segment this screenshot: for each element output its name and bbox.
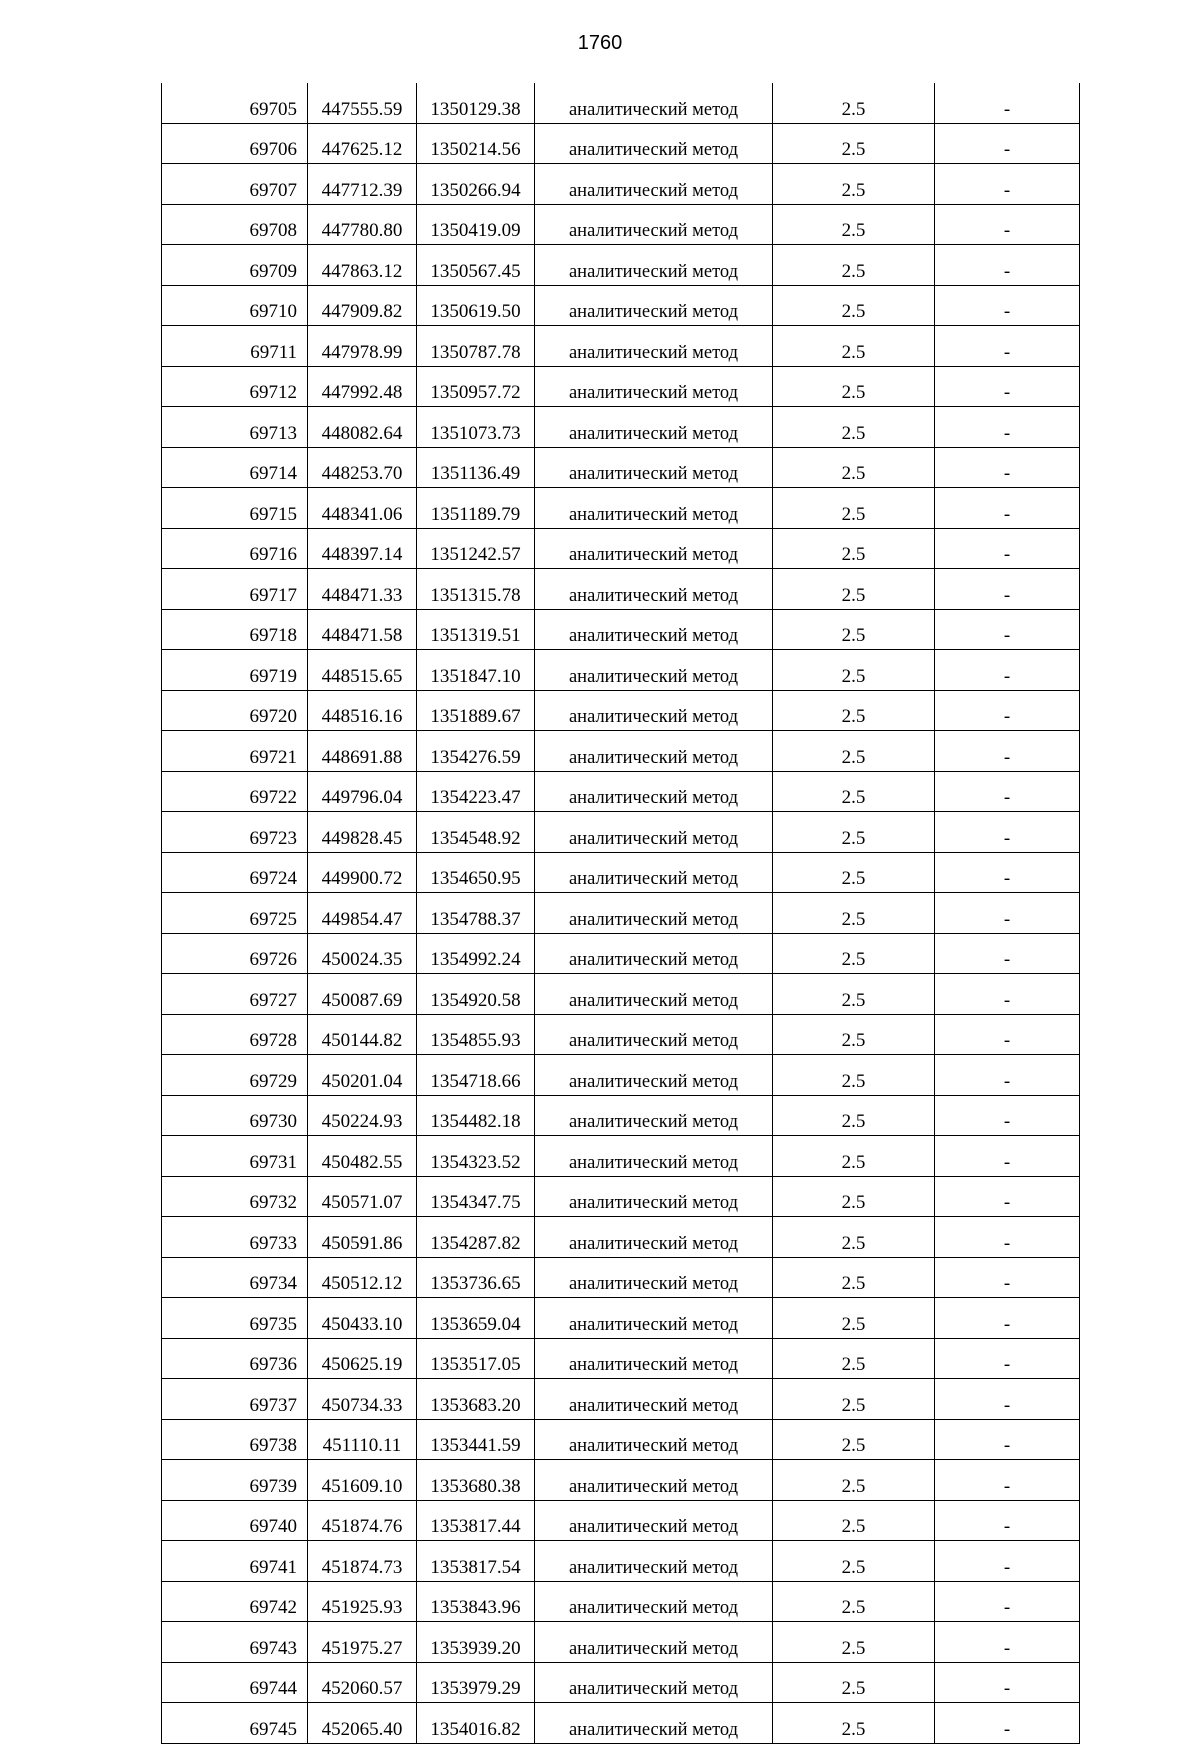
point-number-cell: 69736 xyxy=(162,1338,308,1379)
table-row xyxy=(162,407,1080,448)
method-cell: аналитический метод xyxy=(535,1055,773,1096)
method-cell: аналитический метод xyxy=(535,1500,773,1541)
y-coordinate-cell: 1353680.38 xyxy=(417,1460,535,1501)
method-cell: аналитический метод xyxy=(535,893,773,934)
point-number-cell: 69738 xyxy=(162,1419,308,1460)
table-row xyxy=(162,1338,1080,1379)
x-coordinate-cell: 450144.82 xyxy=(308,1014,417,1055)
note-cell: - xyxy=(935,933,1080,974)
x-coordinate-cell: 448691.88 xyxy=(308,731,417,772)
x-coordinate-cell: 448253.70 xyxy=(308,447,417,488)
note-cell: - xyxy=(935,528,1080,569)
note-cell: - xyxy=(935,1257,1080,1298)
x-coordinate-cell: 450625.19 xyxy=(308,1338,417,1379)
method-cell: аналитический метод xyxy=(535,1581,773,1622)
note-cell: - xyxy=(935,1217,1080,1258)
error-value-cell: 2.5 xyxy=(773,326,935,367)
point-number-cell: 69729 xyxy=(162,1055,308,1096)
note-cell: - xyxy=(935,447,1080,488)
y-coordinate-cell: 1353979.29 xyxy=(417,1662,535,1703)
note-cell: - xyxy=(935,1622,1080,1663)
error-value-cell: 2.5 xyxy=(773,1541,935,1582)
y-coordinate-cell: 1353517.05 xyxy=(417,1338,535,1379)
y-coordinate-cell: 1350129.38 xyxy=(417,83,535,123)
y-coordinate-cell: 1351315.78 xyxy=(417,569,535,610)
table-row xyxy=(162,1662,1080,1703)
table-row xyxy=(162,528,1080,569)
point-number-cell: 69722 xyxy=(162,771,308,812)
error-value-cell: 2.5 xyxy=(773,893,935,934)
error-value-cell: 2.5 xyxy=(773,1581,935,1622)
table-row xyxy=(162,731,1080,772)
method-cell: аналитический метод xyxy=(535,83,773,123)
x-coordinate-cell: 450591.86 xyxy=(308,1217,417,1258)
table-row xyxy=(162,1095,1080,1136)
note-cell: - xyxy=(935,1460,1080,1501)
error-value-cell: 2.5 xyxy=(773,933,935,974)
x-coordinate-cell: 451609.10 xyxy=(308,1460,417,1501)
point-number-cell: 69712 xyxy=(162,366,308,407)
x-coordinate-cell: 448397.14 xyxy=(308,528,417,569)
method-cell: аналитический метод xyxy=(535,1541,773,1582)
method-cell: аналитический метод xyxy=(535,245,773,286)
point-number-cell: 69714 xyxy=(162,447,308,488)
point-number-cell: 69734 xyxy=(162,1257,308,1298)
point-number-cell: 69745 xyxy=(162,1703,308,1744)
table-row xyxy=(162,852,1080,893)
error-value-cell: 2.5 xyxy=(773,164,935,205)
method-cell: аналитический метод xyxy=(535,1176,773,1217)
y-coordinate-cell: 1354548.92 xyxy=(417,812,535,853)
method-cell: аналитический метод xyxy=(535,204,773,245)
table-row xyxy=(162,1055,1080,1096)
x-coordinate-cell: 447780.80 xyxy=(308,204,417,245)
y-coordinate-cell: 1354016.82 xyxy=(417,1703,535,1744)
x-coordinate-cell: 450024.35 xyxy=(308,933,417,974)
y-coordinate-cell: 1351136.49 xyxy=(417,447,535,488)
x-coordinate-cell: 452065.40 xyxy=(308,1703,417,1744)
table-row xyxy=(162,1176,1080,1217)
method-cell: аналитический метод xyxy=(535,690,773,731)
note-cell: - xyxy=(935,488,1080,529)
method-cell: аналитический метод xyxy=(535,1703,773,1744)
y-coordinate-cell: 1351847.10 xyxy=(417,650,535,691)
error-value-cell: 2.5 xyxy=(773,407,935,448)
table-row xyxy=(162,1379,1080,1420)
error-value-cell: 2.5 xyxy=(773,852,935,893)
table-row xyxy=(162,123,1080,164)
point-number-cell: 69713 xyxy=(162,407,308,448)
note-cell: - xyxy=(935,1014,1080,1055)
note-cell: - xyxy=(935,366,1080,407)
point-number-cell: 69726 xyxy=(162,933,308,974)
y-coordinate-cell: 1354650.95 xyxy=(417,852,535,893)
x-coordinate-cell: 450571.07 xyxy=(308,1176,417,1217)
table-row xyxy=(162,690,1080,731)
method-cell: аналитический метод xyxy=(535,1622,773,1663)
table-row xyxy=(162,1298,1080,1339)
table-row xyxy=(162,974,1080,1015)
table-row xyxy=(162,285,1080,326)
table-row xyxy=(162,326,1080,367)
note-cell: - xyxy=(935,812,1080,853)
y-coordinate-cell: 1350214.56 xyxy=(417,123,535,164)
table-row xyxy=(162,83,1080,123)
method-cell: аналитический метод xyxy=(535,1338,773,1379)
y-coordinate-cell: 1354855.93 xyxy=(417,1014,535,1055)
note-cell: - xyxy=(935,1703,1080,1744)
note-cell: - xyxy=(935,407,1080,448)
error-value-cell: 2.5 xyxy=(773,1622,935,1663)
method-cell: аналитический метод xyxy=(535,1419,773,1460)
x-coordinate-cell: 451925.93 xyxy=(308,1581,417,1622)
error-value-cell: 2.5 xyxy=(773,771,935,812)
x-coordinate-cell: 450433.10 xyxy=(308,1298,417,1339)
table-row xyxy=(162,1257,1080,1298)
note-cell: - xyxy=(935,771,1080,812)
table-row xyxy=(162,245,1080,286)
error-value-cell: 2.5 xyxy=(773,1662,935,1703)
error-value-cell: 2.5 xyxy=(773,245,935,286)
x-coordinate-cell: 447909.82 xyxy=(308,285,417,326)
note-cell: - xyxy=(935,285,1080,326)
x-coordinate-cell: 447863.12 xyxy=(308,245,417,286)
x-coordinate-cell: 449854.47 xyxy=(308,893,417,934)
note-cell: - xyxy=(935,1338,1080,1379)
y-coordinate-cell: 1354920.58 xyxy=(417,974,535,1015)
y-coordinate-cell: 1354482.18 xyxy=(417,1095,535,1136)
x-coordinate-cell: 449796.04 xyxy=(308,771,417,812)
error-value-cell: 2.5 xyxy=(773,447,935,488)
point-number-cell: 69725 xyxy=(162,893,308,934)
error-value-cell: 2.5 xyxy=(773,569,935,610)
note-cell: - xyxy=(935,1298,1080,1339)
x-coordinate-cell: 448515.65 xyxy=(308,650,417,691)
y-coordinate-cell: 1350419.09 xyxy=(417,204,535,245)
error-value-cell: 2.5 xyxy=(773,974,935,1015)
y-coordinate-cell: 1353939.20 xyxy=(417,1622,535,1663)
point-number-cell: 69739 xyxy=(162,1460,308,1501)
table-row xyxy=(162,366,1080,407)
x-coordinate-cell: 447992.48 xyxy=(308,366,417,407)
error-value-cell: 2.5 xyxy=(773,1419,935,1460)
x-coordinate-cell: 451975.27 xyxy=(308,1622,417,1663)
note-cell: - xyxy=(935,1419,1080,1460)
method-cell: аналитический метод xyxy=(535,650,773,691)
y-coordinate-cell: 1354718.66 xyxy=(417,1055,535,1096)
point-number-cell: 69733 xyxy=(162,1217,308,1258)
point-number-cell: 69742 xyxy=(162,1581,308,1622)
error-value-cell: 2.5 xyxy=(773,650,935,691)
y-coordinate-cell: 1353843.96 xyxy=(417,1581,535,1622)
x-coordinate-cell: 448516.16 xyxy=(308,690,417,731)
error-value-cell: 2.5 xyxy=(773,812,935,853)
note-cell: - xyxy=(935,690,1080,731)
x-coordinate-cell: 450087.69 xyxy=(308,974,417,1015)
y-coordinate-cell: 1353683.20 xyxy=(417,1379,535,1420)
note-cell: - xyxy=(935,164,1080,205)
error-value-cell: 2.5 xyxy=(773,528,935,569)
error-value-cell: 2.5 xyxy=(773,1379,935,1420)
note-cell: - xyxy=(935,204,1080,245)
error-value-cell: 2.5 xyxy=(773,488,935,529)
error-value-cell: 2.5 xyxy=(773,1055,935,1096)
error-value-cell: 2.5 xyxy=(773,83,935,123)
point-number-cell: 69708 xyxy=(162,204,308,245)
coordinates-table-wrapper xyxy=(161,83,1080,1744)
point-number-cell: 69741 xyxy=(162,1541,308,1582)
table-row xyxy=(162,447,1080,488)
note-cell: - xyxy=(935,83,1080,123)
error-value-cell: 2.5 xyxy=(773,731,935,772)
error-value-cell: 2.5 xyxy=(773,1176,935,1217)
table-row xyxy=(162,771,1080,812)
table-row xyxy=(162,488,1080,529)
table-row xyxy=(162,933,1080,974)
y-coordinate-cell: 1350619.50 xyxy=(417,285,535,326)
method-cell: аналитический метод xyxy=(535,569,773,610)
point-number-cell: 69737 xyxy=(162,1379,308,1420)
table-row xyxy=(162,1136,1080,1177)
table-row xyxy=(162,1581,1080,1622)
note-cell: - xyxy=(935,1581,1080,1622)
note-cell: - xyxy=(935,609,1080,650)
y-coordinate-cell: 1354223.47 xyxy=(417,771,535,812)
point-number-cell: 69716 xyxy=(162,528,308,569)
table-body xyxy=(162,83,1080,1743)
table-row xyxy=(162,204,1080,245)
error-value-cell: 2.5 xyxy=(773,204,935,245)
method-cell: аналитический метод xyxy=(535,1298,773,1339)
note-cell: - xyxy=(935,650,1080,691)
method-cell: аналитический метод xyxy=(535,1257,773,1298)
note-cell: - xyxy=(935,1662,1080,1703)
point-number-cell: 69705 xyxy=(162,83,308,123)
table-row xyxy=(162,569,1080,610)
method-cell: аналитический метод xyxy=(535,326,773,367)
point-number-cell: 69718 xyxy=(162,609,308,650)
method-cell: аналитический метод xyxy=(535,447,773,488)
method-cell: аналитический метод xyxy=(535,366,773,407)
point-number-cell: 69724 xyxy=(162,852,308,893)
point-number-cell: 69709 xyxy=(162,245,308,286)
error-value-cell: 2.5 xyxy=(773,1217,935,1258)
error-value-cell: 2.5 xyxy=(773,1460,935,1501)
x-coordinate-cell: 451874.76 xyxy=(308,1500,417,1541)
note-cell: - xyxy=(935,1095,1080,1136)
method-cell: аналитический метод xyxy=(535,731,773,772)
y-coordinate-cell: 1351319.51 xyxy=(417,609,535,650)
method-cell: аналитический метод xyxy=(535,488,773,529)
page-number: 1760 xyxy=(577,32,623,54)
point-number-cell: 69744 xyxy=(162,1662,308,1703)
method-cell: аналитический метод xyxy=(535,771,773,812)
table-row xyxy=(162,1460,1080,1501)
table-row xyxy=(162,650,1080,691)
error-value-cell: 2.5 xyxy=(773,285,935,326)
y-coordinate-cell: 1353736.65 xyxy=(417,1257,535,1298)
point-number-cell: 69710 xyxy=(162,285,308,326)
note-cell: - xyxy=(935,1379,1080,1420)
y-coordinate-cell: 1350567.45 xyxy=(417,245,535,286)
table-row xyxy=(162,1541,1080,1582)
y-coordinate-cell: 1350787.78 xyxy=(417,326,535,367)
method-cell: аналитический метод xyxy=(535,933,773,974)
x-coordinate-cell: 450512.12 xyxy=(308,1257,417,1298)
y-coordinate-cell: 1353659.04 xyxy=(417,1298,535,1339)
error-value-cell: 2.5 xyxy=(773,1014,935,1055)
point-number-cell: 69711 xyxy=(162,326,308,367)
error-value-cell: 2.5 xyxy=(773,1500,935,1541)
method-cell: аналитический метод xyxy=(535,812,773,853)
point-number-cell: 69740 xyxy=(162,1500,308,1541)
x-coordinate-cell: 450734.33 xyxy=(308,1379,417,1420)
error-value-cell: 2.5 xyxy=(773,1136,935,1177)
method-cell: аналитический метод xyxy=(535,1379,773,1420)
y-coordinate-cell: 1353817.54 xyxy=(417,1541,535,1582)
note-cell: - xyxy=(935,1500,1080,1541)
x-coordinate-cell: 448082.64 xyxy=(308,407,417,448)
point-number-cell: 69735 xyxy=(162,1298,308,1339)
point-number-cell: 69707 xyxy=(162,164,308,205)
x-coordinate-cell: 451110.11 xyxy=(308,1419,417,1460)
method-cell: аналитический метод xyxy=(535,609,773,650)
x-coordinate-cell: 450201.04 xyxy=(308,1055,417,1096)
table-row xyxy=(162,1014,1080,1055)
note-cell: - xyxy=(935,326,1080,367)
error-value-cell: 2.5 xyxy=(773,1338,935,1379)
x-coordinate-cell: 448471.33 xyxy=(308,569,417,610)
x-coordinate-cell: 447712.39 xyxy=(308,164,417,205)
y-coordinate-cell: 1354276.59 xyxy=(417,731,535,772)
x-coordinate-cell: 451874.73 xyxy=(308,1541,417,1582)
y-coordinate-cell: 1353817.44 xyxy=(417,1500,535,1541)
x-coordinate-cell: 449828.45 xyxy=(308,812,417,853)
point-number-cell: 69717 xyxy=(162,569,308,610)
y-coordinate-cell: 1351189.79 xyxy=(417,488,535,529)
y-coordinate-cell: 1354287.82 xyxy=(417,1217,535,1258)
y-coordinate-cell: 1351242.57 xyxy=(417,528,535,569)
point-number-cell: 69721 xyxy=(162,731,308,772)
table-row xyxy=(162,1500,1080,1541)
point-number-cell: 69706 xyxy=(162,123,308,164)
point-number-cell: 69730 xyxy=(162,1095,308,1136)
error-value-cell: 2.5 xyxy=(773,123,935,164)
method-cell: аналитический метод xyxy=(535,123,773,164)
method-cell: аналитический метод xyxy=(535,974,773,1015)
note-cell: - xyxy=(935,1541,1080,1582)
note-cell: - xyxy=(935,1136,1080,1177)
method-cell: аналитический метод xyxy=(535,407,773,448)
table-row xyxy=(162,1622,1080,1663)
y-coordinate-cell: 1354347.75 xyxy=(417,1176,535,1217)
note-cell: - xyxy=(935,893,1080,934)
point-number-cell: 69727 xyxy=(162,974,308,1015)
error-value-cell: 2.5 xyxy=(773,1257,935,1298)
x-coordinate-cell: 447555.59 xyxy=(308,83,417,123)
point-number-cell: 69728 xyxy=(162,1014,308,1055)
table-row xyxy=(162,609,1080,650)
note-cell: - xyxy=(935,731,1080,772)
note-cell: - xyxy=(935,974,1080,1015)
y-coordinate-cell: 1354992.24 xyxy=(417,933,535,974)
table-row xyxy=(162,812,1080,853)
method-cell: аналитический метод xyxy=(535,852,773,893)
table-row xyxy=(162,1419,1080,1460)
y-coordinate-cell: 1354788.37 xyxy=(417,893,535,934)
coordinates-table xyxy=(161,83,1080,1744)
table-row xyxy=(162,893,1080,934)
point-number-cell: 69732 xyxy=(162,1176,308,1217)
method-cell: аналитический метод xyxy=(535,528,773,569)
y-coordinate-cell: 1353441.59 xyxy=(417,1419,535,1460)
x-coordinate-cell: 450224.93 xyxy=(308,1095,417,1136)
y-coordinate-cell: 1351889.67 xyxy=(417,690,535,731)
x-coordinate-cell: 448341.06 xyxy=(308,488,417,529)
x-coordinate-cell: 452060.57 xyxy=(308,1662,417,1703)
error-value-cell: 2.5 xyxy=(773,366,935,407)
error-value-cell: 2.5 xyxy=(773,1095,935,1136)
x-coordinate-cell: 450482.55 xyxy=(308,1136,417,1177)
method-cell: аналитический метод xyxy=(535,285,773,326)
note-cell: - xyxy=(935,123,1080,164)
y-coordinate-cell: 1350266.94 xyxy=(417,164,535,205)
method-cell: аналитический метод xyxy=(535,1136,773,1177)
method-cell: аналитический метод xyxy=(535,1460,773,1501)
x-coordinate-cell: 447625.12 xyxy=(308,123,417,164)
table-row xyxy=(162,164,1080,205)
error-value-cell: 2.5 xyxy=(773,609,935,650)
method-cell: аналитический метод xyxy=(535,1014,773,1055)
note-cell: - xyxy=(935,569,1080,610)
table-row xyxy=(162,1217,1080,1258)
table-row xyxy=(162,1703,1080,1744)
error-value-cell: 2.5 xyxy=(773,1703,935,1744)
error-value-cell: 2.5 xyxy=(773,1298,935,1339)
note-cell: - xyxy=(935,245,1080,286)
x-coordinate-cell: 447978.99 xyxy=(308,326,417,367)
method-cell: аналитический метод xyxy=(535,1217,773,1258)
method-cell: аналитический метод xyxy=(535,1662,773,1703)
note-cell: - xyxy=(935,1176,1080,1217)
y-coordinate-cell: 1354323.52 xyxy=(417,1136,535,1177)
point-number-cell: 69723 xyxy=(162,812,308,853)
point-number-cell: 69715 xyxy=(162,488,308,529)
x-coordinate-cell: 449900.72 xyxy=(308,852,417,893)
point-number-cell: 69720 xyxy=(162,690,308,731)
y-coordinate-cell: 1351073.73 xyxy=(417,407,535,448)
point-number-cell: 69719 xyxy=(162,650,308,691)
y-coordinate-cell: 1350957.72 xyxy=(417,366,535,407)
error-value-cell: 2.5 xyxy=(773,690,935,731)
x-coordinate-cell: 448471.58 xyxy=(308,609,417,650)
note-cell: - xyxy=(935,1055,1080,1096)
method-cell: аналитический метод xyxy=(535,164,773,205)
point-number-cell: 69731 xyxy=(162,1136,308,1177)
method-cell: аналитический метод xyxy=(535,1095,773,1136)
note-cell: - xyxy=(935,852,1080,893)
point-number-cell: 69743 xyxy=(162,1622,308,1663)
